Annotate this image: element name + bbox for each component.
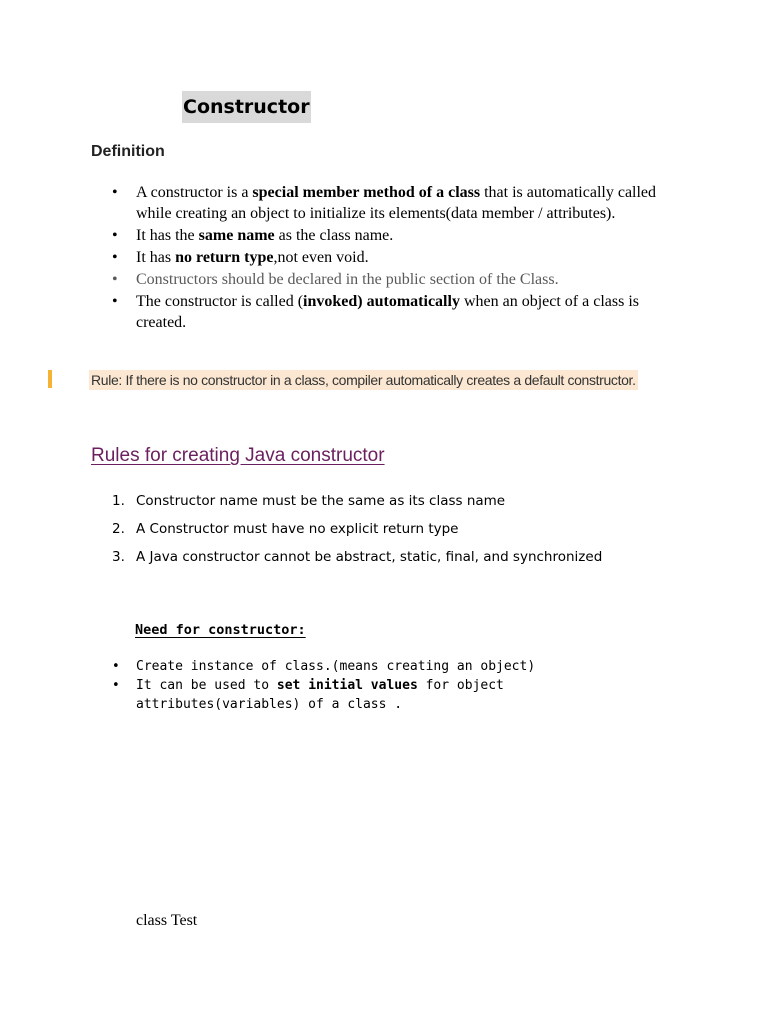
bullet-icon: • <box>112 293 118 310</box>
list-item: • It has the same name as the class name. <box>112 227 394 244</box>
list-item: 2. A Constructor must have no explicit return type <box>112 518 602 546</box>
list-item: 1. Constructor name must be the same as its class name <box>112 490 602 518</box>
list-item: • It can be used to set initial values for object attributes(variables) of a class . <box>112 678 504 712</box>
definition-heading: Definition <box>91 143 165 160</box>
list-number: 2. <box>112 521 125 537</box>
list-item: • Constructors should be declared in the public section of the Class. <box>112 271 559 288</box>
bullet-icon: • <box>112 678 120 693</box>
list-number: 3. <box>112 549 125 565</box>
rules-heading: Rules for creating Java constructor <box>91 445 385 466</box>
bullet-icon: • <box>112 227 118 244</box>
list-item: • The constructor is called (invoked) automatically when an object of a class is created. <box>112 293 639 331</box>
list-item: • A constructor is a special member method of a class that is automatically called while creating an object to initialize its elements(data member / attributes). <box>112 184 657 222</box>
rule-callout: Rule: If there is no constructor in a class, compiler automatically creates a default constructor. <box>91 372 636 388</box>
bullet-icon: • <box>112 659 120 674</box>
callout-marker <box>48 370 52 388</box>
need-list <box>112 657 672 714</box>
list-item: 3. A Java constructor cannot be abstract, static, final, and synchronized <box>112 546 602 574</box>
list-item: • It has no return type,not even void. <box>112 249 369 266</box>
need-heading: Need for constructor: <box>135 622 306 638</box>
bullet-icon: • <box>112 249 118 266</box>
definition-list <box>112 182 682 334</box>
code-snippet-line: class Test <box>136 912 198 929</box>
bullet-icon: • <box>112 184 118 201</box>
list-number: 1. <box>112 493 125 509</box>
rules-list <box>112 490 602 574</box>
page-title: Constructor <box>182 91 311 123</box>
bullet-icon: • <box>112 271 118 288</box>
list-item: • Create instance of class.(means creating an object) <box>112 659 536 674</box>
